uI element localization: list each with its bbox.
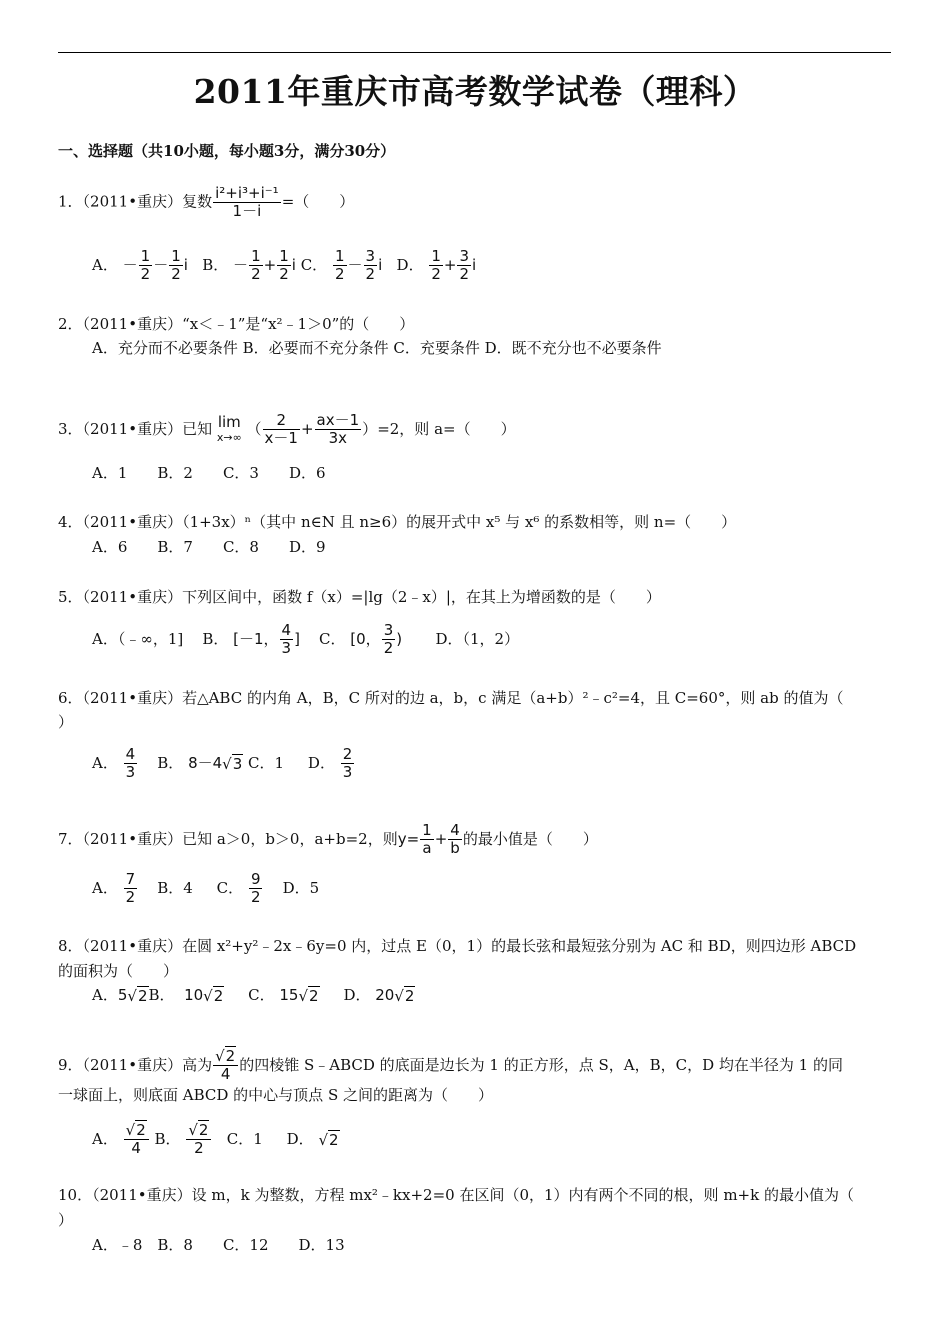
question-8: 8．（2011•重庆）在圆 x²+y²﹣2x﹣6y=0 内，过点 E（0，1）的最长弦和最短弦分别为 AC 和 BD，则四边形 ABCD	[58, 937, 857, 955]
question-1-options: A． － $\frac{1}{2}$ － $\frac{1}{2}$ i B． － $\frac{1}{2}$ + $\frac{1}{2}$ i C． $\frac{1}{2}$ － $\frac{3}{2}$ i D． $\frac{1}{2}$ + $\frac{3}{2}$ i	[92, 247, 477, 283]
question-9: 9．（2011•重庆）高为 $\frac{√2}{4}$ 的四棱锥 S﹣ABCD 的底面是边长为 1 的正方形，点 S，A，B，C，D 均在半径为 1 的同	[58, 1047, 843, 1083]
question-3: 3．（2011•重庆）已知 lim x→∞ （ $\frac{2}{x-1}$ + $\frac{ax-1}{3x}$ ）=2，则 a=（ ）	[58, 411, 516, 447]
page-title: 2011年重庆市高考数学试卷（理科）	[193, 72, 757, 111]
question-2: 2．（2011•重庆）“x＜﹣1”是“x²﹣1＞0”的（ ）	[58, 315, 415, 333]
question-6: 6．（2011•重庆）若△ABC 的内角 A，B，C 所对的边 a，b，c 满足（a+b）²﹣c²=4，且 C=60°，则 ab 的值为（	[58, 689, 844, 707]
question-9-options: A． $\frac{√2}{4}$ B． $\frac{√2}{2}$ C．1 D． √2	[92, 1121, 339, 1157]
question-4: 4．（2011•重庆）（1+3x）ⁿ（其中 n∈N 且 n≥6）的展开式中 x⁵ 与 x⁶ 的系数相等，则 n=（ ）	[58, 513, 737, 531]
question-8-options: A．5√2B． 10√2 C． 15√2 D． 20√2	[92, 986, 415, 1005]
question-7-options: A． $\frac{7}{2}$ B．4 C． $\frac{9}{2}$ D．5	[92, 870, 320, 906]
question-10: 10．（2011•重庆）设 m，k 为整数，方程 mx²﹣kx+2=0 在区间（0，1）内有两个不同的根，则 m+k 的最小值为（	[58, 1186, 854, 1204]
top-rule	[58, 52, 891, 53]
question-4-options: A．6 B．7 C．8 D．9	[92, 538, 326, 556]
question-10-cont: ）	[58, 1211, 74, 1229]
limit-operator: lim x→∞	[216, 413, 242, 444]
question-9-cont: 一球面上，则底面 ABCD 的中心与顶点 S 之间的距离为（ ）	[58, 1086, 493, 1104]
question-8-cont: 的面积为（ ）	[58, 962, 179, 980]
question-7: 7．（2011•重庆）已知 a＞0，b＞0，a+b=2，则y= $\frac{1}{a}$ + $\frac{4}{b}$ 的最小值是（ ）	[58, 821, 598, 857]
question-5-options: A．（﹣∞，1] B． [－1， $\frac{4}{3}$ ] C． [0， $\frac{3}{2}$ ) D．（1，2）	[92, 621, 520, 657]
question-1: 1．（2011•重庆）复数 $\frac{\text{i²+i³+i⁻¹}}{1-i}$ =（ ）	[58, 184, 355, 220]
question-10-options: A．﹣8 B．8 C．12 D．13	[92, 1236, 345, 1254]
question-3-options: A．1 B．2 C．3 D．6	[92, 464, 326, 482]
section-heading: 一、选择题（共10小题，每小题3分，满分30分）	[58, 142, 396, 160]
question-6-options: A． $\frac{4}{3}$ B． 8－4√3 C．1 D． $\frac{2}{3}$	[92, 745, 353, 781]
question-5: 5．（2011•重庆）下列区间中，函数 f（x）=|lg（2﹣x）|，在其上为增函数的是（ ）	[58, 588, 661, 606]
question-2-options: A．充分而不必要条件 B．必要而不充分条件 C．充要条件 D．既不充分也不必要条件	[92, 339, 662, 357]
q1-fraction: $\frac{\text{i²+i³+i⁻¹}}{1-i}$	[215, 184, 279, 220]
question-6-cont: ）	[58, 713, 74, 731]
